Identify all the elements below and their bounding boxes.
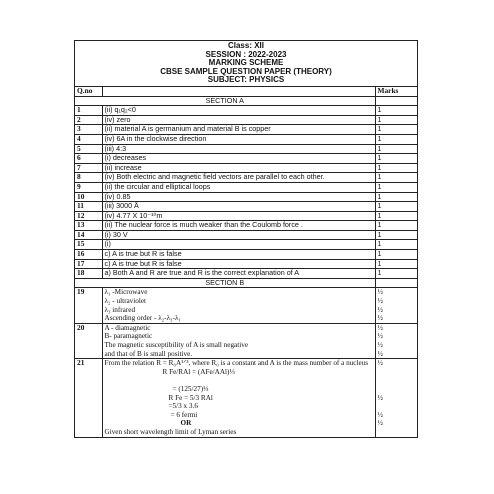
class-title: Class: XII	[227, 41, 264, 50]
answer-text: (iii) 4:3	[102, 144, 375, 154]
mark-value: ½	[377, 419, 383, 428]
question-number: 5	[75, 144, 102, 154]
answer-text: (i)	[102, 240, 375, 250]
question-number: 11	[75, 202, 102, 212]
mark-value: 1	[375, 144, 417, 154]
question-19-answer	[102, 288, 375, 323]
document-header	[75, 41, 417, 87]
answer-table-body	[75, 87, 417, 278]
scheme-title: MARKING SCHEME	[208, 58, 284, 68]
mark-value: ½	[377, 332, 383, 341]
blank-line	[105, 376, 373, 385]
or-label: OR	[180, 419, 192, 428]
equation-line: = 6 fermi	[170, 410, 198, 419]
question-number: 12	[75, 211, 102, 221]
blank-line	[378, 368, 416, 377]
paper-title: CBSE SAMPLE QUESTION PAPER (THEORY)	[160, 66, 332, 76]
answer-line: and that of B is small positive.	[104, 349, 193, 358]
answer-text: (iv) zero	[102, 115, 375, 125]
mark-value: 1	[375, 192, 417, 202]
mark-value: ½	[377, 323, 383, 332]
mark-value: 1	[375, 154, 417, 164]
answer-line: Ascending order - λ₂-λ₃-λ₁	[104, 314, 181, 323]
question-19-marks	[375, 288, 417, 323]
mark-value: ½	[377, 305, 383, 314]
mark-value: 1	[375, 240, 417, 250]
answer-text: (iv) Both electric and magnetic field vectors are parallel to each other.	[102, 173, 375, 183]
question-number: 14	[75, 230, 102, 240]
blank-line	[378, 385, 416, 394]
blank-line	[378, 376, 416, 385]
mark-value: 1	[375, 269, 417, 279]
section-a-label: SECTION A	[75, 96, 375, 106]
answer-text: c) A is true but R is false	[102, 259, 375, 269]
answer-text: (i) decreases	[102, 154, 375, 164]
question-number: 4	[75, 134, 102, 144]
answer-row	[75, 269, 417, 279]
mark-value: ½	[377, 359, 383, 368]
mark-value: ½	[377, 297, 383, 306]
answer-row	[75, 173, 417, 183]
answer-text: c) A is true but R is false	[102, 250, 375, 260]
answer-row	[75, 106, 417, 116]
section-b-table	[75, 279, 417, 438]
answer-text: (ii) the circular and elliptical loops	[102, 182, 375, 192]
question-number: 1	[75, 106, 102, 116]
answer-text: (ii) material A is germanium and material B is copper	[102, 125, 375, 135]
question-number: 9	[75, 182, 102, 192]
answer-row	[75, 202, 417, 212]
mark-value: 1	[375, 211, 417, 221]
mark-value: 1	[375, 106, 417, 116]
session-title: SESSION : 2022-2023	[205, 49, 287, 59]
mark-value: ½	[377, 349, 383, 358]
mark-value: 1	[375, 134, 417, 144]
answer-row	[75, 221, 417, 231]
question-number: 13	[75, 221, 102, 231]
qno-header: Q.no	[75, 87, 102, 96]
mark-value: 1	[375, 173, 417, 183]
equation-line: = (125/27)⅓	[172, 384, 209, 393]
mark-value: 1	[375, 202, 417, 212]
answer-row	[75, 182, 417, 192]
question-number: 20	[75, 323, 102, 358]
answer-text: a) Both A and R are true and R is the correct explanation of A	[102, 269, 375, 279]
answer-row	[75, 230, 417, 240]
question-number: 7	[75, 163, 102, 173]
mark-value: 1	[375, 221, 417, 231]
equation-line: R Fe = 5/3 RAl	[168, 393, 213, 402]
mark-value: 1	[375, 230, 417, 240]
question-number: 15	[75, 240, 102, 250]
question-number: 3	[75, 125, 102, 135]
question-21-answer	[102, 359, 375, 437]
question-number: 17	[75, 259, 102, 269]
section-b-label: SECTION B	[75, 279, 375, 288]
section-b-blank	[375, 279, 417, 288]
answer-text: (iii) 3000 Å	[102, 202, 375, 212]
mark-value: 1	[375, 125, 417, 135]
mark-value: ½	[377, 393, 383, 402]
answer-text: (iv) 4.77 X 10⁻¹⁰m	[102, 211, 375, 221]
table-header-row	[75, 87, 417, 96]
marks-header: Marks	[375, 87, 417, 96]
question-21-marks	[375, 359, 417, 437]
answer-line: A - diamagnetic	[104, 323, 151, 332]
question-20-marks	[375, 323, 417, 358]
question-number: 19	[75, 288, 102, 323]
question-20-row	[75, 323, 417, 358]
question-number: 18	[75, 269, 102, 279]
answer-text: (ii) increase	[102, 163, 375, 173]
question-number: 10	[75, 192, 102, 202]
mark-value: 1	[375, 250, 417, 260]
mark-value: ½	[377, 288, 383, 297]
equation-line: R Fe/RAl = (AFe/AAl)⅓	[162, 367, 235, 376]
mark-value: 1	[375, 115, 417, 125]
marking-scheme-document	[74, 40, 418, 438]
answer-row	[75, 134, 417, 144]
mark-value: 1	[375, 182, 417, 192]
answer-text: (i) 30 V	[102, 230, 375, 240]
question-number: 2	[75, 115, 102, 125]
answer-row	[75, 125, 417, 135]
blank-line	[378, 402, 416, 411]
answer-line: Given short wavelength limit of Lyman series	[104, 427, 237, 436]
question-number: 21	[75, 359, 102, 437]
answer-line: B- paramagnetic	[104, 332, 153, 341]
question-21-intro: From the relation R = R₀A¹ᐟ³, where R₀ is a constant and A is the mass number of a nucleus	[104, 359, 369, 368]
question-number: 6	[75, 154, 102, 164]
mark-value: ½	[377, 341, 383, 349]
subject-title: SUBJECT: PHYSICS	[207, 75, 285, 85]
question-20-answer	[102, 323, 375, 358]
mark-value: ½	[377, 410, 383, 419]
mark-value: 1	[375, 259, 417, 269]
answer-table	[75, 87, 417, 279]
answer-row	[75, 154, 417, 164]
answer-text: (ii) The nuclear force is much weaker than the Coulomb force .	[102, 221, 375, 231]
answer-line: λ₂ - ultraviolet	[104, 297, 147, 306]
question-21-row	[75, 359, 417, 437]
mark-value: ½	[377, 314, 383, 323]
header-blank	[102, 87, 375, 96]
answer-text: (ii) q₁q₂<0	[102, 106, 375, 116]
answer-row	[75, 250, 417, 260]
answer-line: λ₁ -Microwave	[104, 288, 148, 297]
answer-line: λ₃ infrared	[104, 305, 136, 314]
question-number: 8	[75, 173, 102, 183]
answer-text: (iv) 0.85	[102, 192, 375, 202]
mark-value: 1	[375, 163, 417, 173]
answer-text: (iv) 6A in the clockwise direction	[102, 134, 375, 144]
answer-line: The magnetic susceptibility of A is small negative	[104, 341, 249, 349]
equation-line: =5/3 x 3.6	[168, 402, 198, 411]
section-b-row	[75, 279, 417, 288]
question-19-row	[75, 288, 417, 323]
question-number: 16	[75, 250, 102, 260]
